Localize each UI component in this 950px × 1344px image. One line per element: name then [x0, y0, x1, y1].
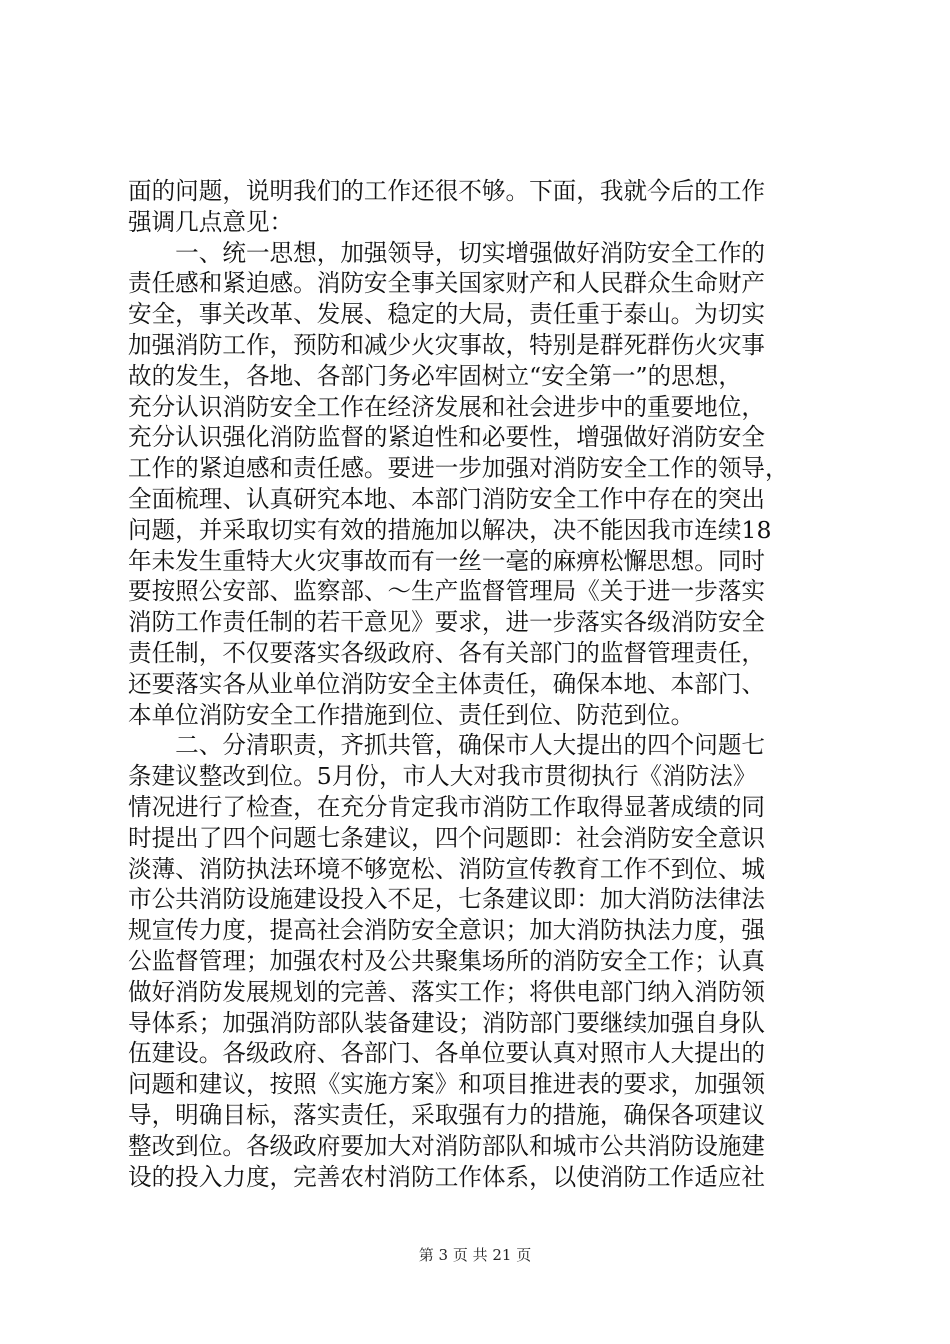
text-line: 公监督管理；加强农村及公共聚集场所的消防安全工作；认真: [128, 946, 766, 975]
text-line: 全面梳理、认真研究本地、本部门消防安全工作中存在的突出: [128, 484, 766, 513]
text-line: 责任制，不仅要落实各级政府、各有关部门的监督管理责任，: [128, 638, 766, 667]
text-line: 问题和建议，按照《实施方案》和项目推进表的要求，加强领: [128, 1070, 766, 1099]
text-line: 淡薄、消防执法环境不够宽松、消防宣传教育工作不到位、城: [128, 854, 766, 883]
text-line: 条建议整改到位。5月份，市人大对我市贯彻执行《消防法》: [128, 762, 757, 791]
text-line: 情况进行了检查，在充分肯定我市消防工作取得显著成绩的同: [128, 792, 766, 821]
text-line: 充分认识强化消防监督的紧迫性和必要性，增强做好消防安全: [128, 423, 766, 452]
text-line: 整改到位。各级政府要加大对消防部队和城市公共消防设施建: [128, 1131, 766, 1160]
body-text: [128, 176, 828, 1192]
text-line: 一、统一思想，加强领导，切实增强做好消防安全工作的: [128, 238, 766, 267]
text-line: 还要落实各从业单位消防安全主体责任，确保本地、本部门、: [128, 669, 766, 698]
text-line: 本单位消防安全工作措施到位、责任到位、防范到位。: [128, 700, 695, 729]
text-line: 导体系；加强消防部队装备建设；消防部门要继续加强自身队: [128, 1008, 766, 1037]
text-line: 伍建设。各级政府、各部门、各单位要认真对照市人大提出的: [128, 1039, 766, 1068]
page-number-footer: 第 3 页 共 21 页: [418, 1246, 532, 1264]
text-line: 强调几点意见：: [128, 207, 294, 236]
text-line: 时提出了四个问题七条建议，四个问题即：社会消防安全意识: [128, 823, 766, 852]
text-line: 年未发生重特大火灾事故而有一丝一毫的麻痹松懈思想。同时: [128, 546, 766, 575]
text-line: 做好消防发展规划的完善、落实工作；将供电部门纳入消防领: [128, 977, 766, 1006]
text-line: 工作的紧迫感和责任感。要进一步加强对消防安全工作的领导，: [128, 454, 789, 483]
text-line: 规宣传力度，提高社会消防安全意识；加大消防执法力度，强: [128, 916, 766, 945]
text-line: 设的投入力度，完善农村消防工作体系，以使消防工作适应社: [128, 1162, 766, 1191]
text-line: 消防工作责任制的若干意见》要求，进一步落实各级消防安全: [128, 608, 766, 637]
text-line: 充分认识消防安全工作在经济发展和社会进步中的重要地位，: [128, 392, 766, 421]
text-line: 责任感和紧迫感。消防安全事关国家财产和人民群众生命财产: [128, 269, 766, 298]
text-line: 市公共消防设施建设投入不足，七条建议即：加大消防法律法: [128, 885, 766, 914]
text-line: 问题，并采取切实有效的措施加以解决，决不能因我市连续18: [128, 515, 772, 544]
text-line: 加强消防工作，预防和减少火灾事故，特别是群死群伤火灾事: [128, 330, 766, 359]
text-line: 要按照公安部、监察部、～生产监督管理局《关于进一步落实: [128, 577, 766, 606]
text-line: 故的发生，各地、各部门务必牢固树立“安全第一”的思想，: [128, 361, 742, 390]
text-line: 导，明确目标，落实责任，采取强有力的措施，确保各项建议: [128, 1100, 766, 1129]
text-line: 二、分清职责，齐抓共管，确保市人大提出的四个问题七: [128, 731, 766, 760]
text-line: 安全，事关改革、发展、稳定的大局，责任重于泰山。为切实: [128, 300, 766, 329]
text-line: 面的问题，说明我们的工作还很不够。下面，我就今后的工作: [128, 177, 766, 205]
